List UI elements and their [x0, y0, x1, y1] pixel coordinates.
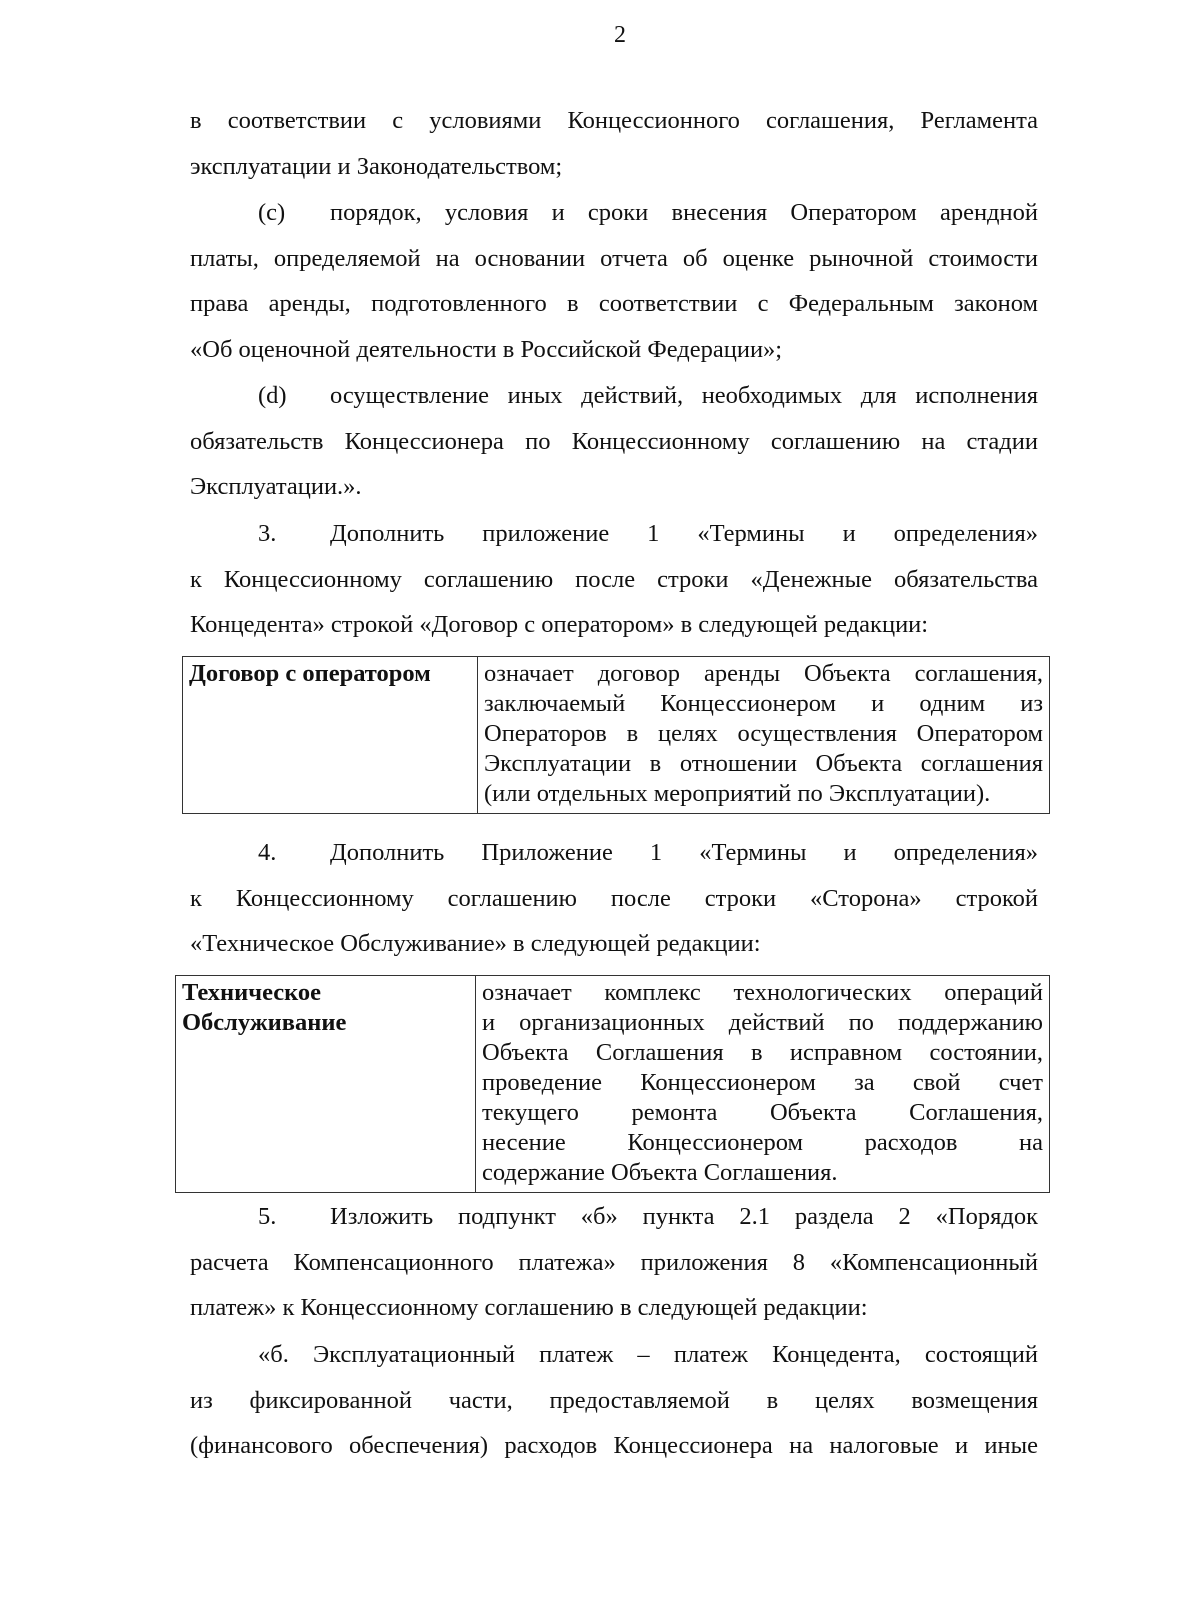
text-line: платеж» к Концессионному соглашению в следующей редакции: — [190, 1294, 868, 1321]
list-item-c — [190, 190, 1038, 372]
definition-cell — [478, 657, 1050, 814]
definition-line: проведение Концессионером за свой счет — [482, 1069, 1043, 1096]
text-line: к Концессионному соглашению после строки «Денежные обязательства — [190, 565, 1038, 593]
definition-cell — [476, 976, 1050, 1193]
definition-line: несение Концессионером расходов на — [482, 1129, 1043, 1156]
definition-table-maintenance — [175, 975, 1050, 1193]
text-line: осуществление иных действий, необходимых для исполнения — [330, 382, 1038, 409]
term-cell — [176, 976, 476, 1193]
paragraph-subpoint-b — [190, 1332, 1038, 1469]
table-row — [183, 657, 1050, 814]
list-item-d — [190, 373, 1038, 510]
text-line: обязательств Концессионера по Концессионному соглашению на стадии — [190, 427, 1038, 455]
text-line: к Концессионному соглашению после строки «Сторона» строкой — [190, 884, 1038, 912]
numbered-item-3 — [190, 511, 1038, 648]
text-line: в соответствии с условиями Концессионного соглашения, Регламента — [190, 107, 1038, 134]
text-line: (финансового обеспечения) расходов Концессионера на налоговые и иные — [190, 1432, 1038, 1459]
text-line: Дополнить Приложение 1 «Термины и определения» — [330, 839, 1038, 866]
definition-line: означает комплекс технологических операций — [482, 979, 1043, 1006]
text-line: Концедента» строкой «Договор с оператором» в следующей редакции: — [190, 611, 929, 638]
term-line: Техническое — [182, 979, 322, 1006]
item-label: (d) — [258, 382, 287, 409]
text-line: расчета Компенсационного платежа» приложения 8 «Компенсационный — [190, 1248, 1038, 1276]
page-number: 2 — [614, 22, 626, 48]
definition-line: Объекта Соглашения в исправном состоянии, — [482, 1039, 1043, 1066]
definition-line: Эксплуатации в отношении Объекта соглашения — [484, 750, 1043, 777]
term-line: Обслуживание — [182, 1009, 347, 1036]
numbered-item-4 — [190, 830, 1038, 967]
text-line: Изложить подпункт «б» пункта 2.1 раздела 2 «Порядок — [330, 1203, 1038, 1230]
text-line: платы, определяемой на основании отчета об оценке рыночной стоимости — [190, 244, 1038, 272]
definition-line: означает договор аренды Объекта соглашения, — [484, 660, 1043, 687]
text-line: «Об оценочной деятельности в Российской Федерации»; — [190, 335, 783, 363]
text-line: права аренды, подготовленного в соответствии с Федеральным законом — [190, 290, 1038, 317]
definition-line: текущего ремонта Объекта Соглашения, — [482, 1099, 1043, 1126]
item-label: (c) — [258, 199, 286, 226]
text-line: порядок, условия и сроки внесения Оператором арендной — [330, 199, 1038, 226]
paragraph-continuation — [190, 98, 1038, 189]
numbered-item-5 — [190, 1194, 1038, 1331]
text-line: эксплуатации и Законодательством; — [190, 152, 563, 180]
definition-line: заключаемый Концессионером и одним из — [484, 690, 1043, 717]
text-line: Эксплуатации.». — [190, 473, 362, 500]
term-cell: Договор с оператором — [183, 657, 478, 814]
text-line: Дополнить приложение 1 «Термины и определения» — [330, 520, 1038, 547]
item-label: 5. — [258, 1203, 277, 1230]
definition-line: и организационных действий по поддержанию — [482, 1009, 1043, 1036]
text-line: «Техническое Обслуживание» в следующей редакции: — [190, 930, 761, 957]
text-line: «б. Эксплуатационный платеж – платеж Концедента, состоящий — [258, 1341, 1038, 1368]
definition-table-operator-contract — [182, 656, 1050, 814]
definition-line: содержание Объекта Соглашения. — [482, 1159, 838, 1186]
item-label: 4. — [258, 839, 277, 866]
definition-line: Операторов в целях осуществления Оператором — [484, 720, 1043, 747]
item-label: 3. — [258, 520, 277, 547]
definition-line: (или отдельных мероприятий по Эксплуатации). — [484, 780, 991, 807]
table-row — [176, 976, 1050, 1193]
text-line: из фиксированной части, предоставляемой в целях возмещения — [190, 1386, 1038, 1414]
